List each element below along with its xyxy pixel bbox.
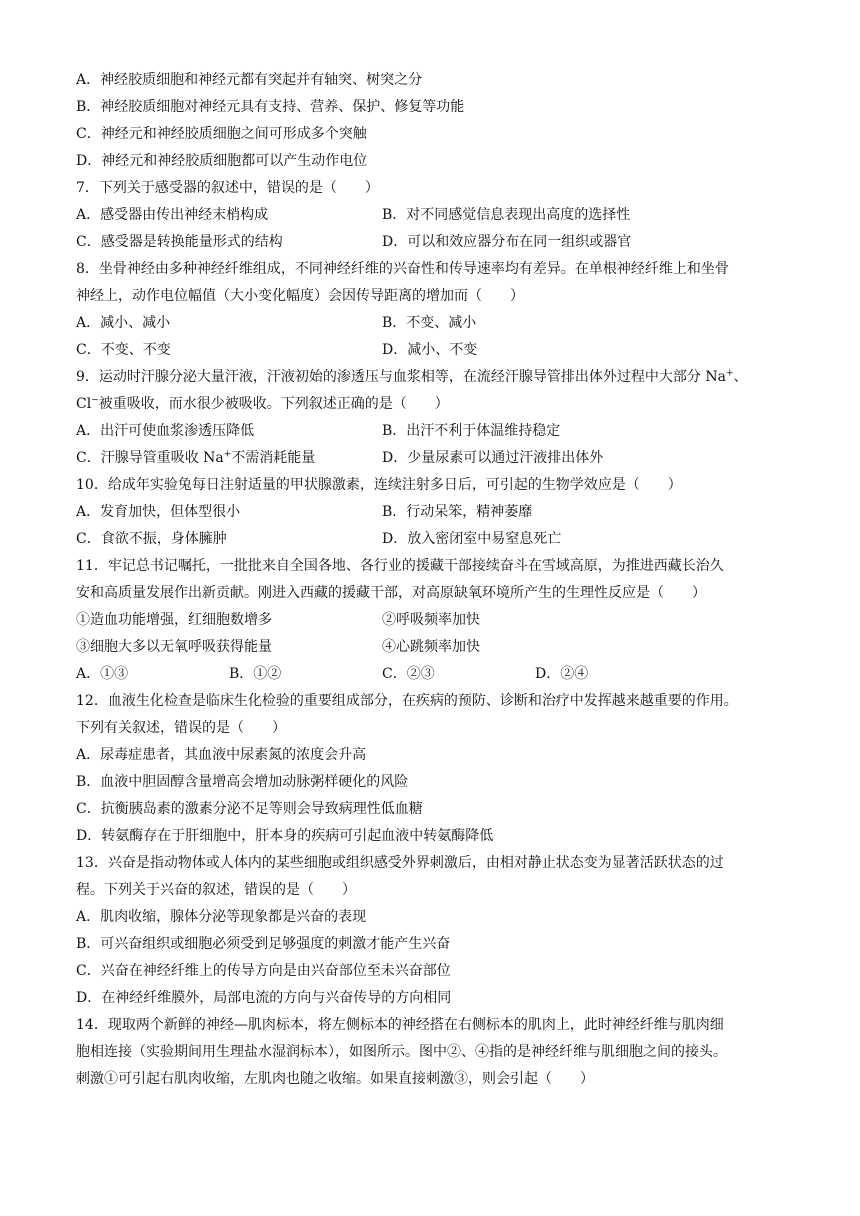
q9-stem-line2	[76, 394, 449, 414]
q13-stem-line1: 13．兴奋是指动物体或人体内的某些细胞或组织感受外界刺激后，由相对静止状态变为显著活跃状态的过	[76, 855, 724, 871]
q6-option-a: A．神经胶质细胞和神经元都有突起并有轴突、树突之分	[76, 72, 423, 88]
q11-option-a: A．①③	[76, 666, 129, 682]
q7-option-c: C．感受器是转换能量形式的结构	[76, 234, 283, 250]
sodium-charge: +	[725, 368, 734, 379]
q10-option-d: D．放入密闭室中易窒息死亡	[382, 531, 562, 547]
q7-option-b: B．对不同感觉信息表现出高度的选择性	[382, 207, 631, 223]
q8-stem-line1: 8．坐骨神经由多种神经纤维组成，不同神经纤维的兴奋性和传导速率均有差异。在单根神经纤维上和坐骨	[76, 261, 729, 277]
q8-option-d: D．减小、不变	[382, 342, 478, 358]
q9-option-d: D．少量尿素可以通过汗液排出体外	[382, 450, 604, 466]
q12-option-b: B．血液中胆固醇含量增高会增加动脉粥样硬化的风险	[76, 774, 409, 790]
q6-option-b: B．神经胶质细胞对神经元具有支持、营养、保护、修复等功能	[76, 99, 465, 115]
q14-stem-line2: 胞相连接（实验期间用生理盐水湿润标本），如图所示。图中②、④指的是神经纤维与肌细胞之间的接头。	[76, 1044, 727, 1060]
q9-stem-text2: 被重吸收，而水很少被吸收。下列叙述正确的是（ ）	[98, 396, 449, 412]
q14-stem-line1: 14．现取两个新鲜的神经—肌肉标本，将左侧标本的神经搭在右侧标本的肌肉上，此时神经纤维与肌肉细	[76, 1017, 724, 1033]
q12-option-d: D．转氨酶存在于肝细胞中，肝本身的疾病可引起血液中转氨酶降低	[76, 828, 494, 844]
q11-item-4: ④心跳频率加快	[382, 639, 480, 655]
q13-option-c: C．兴奋在神经纤维上的传导方向是由兴奋部位至未兴奋部位	[76, 963, 451, 979]
q11-item-1: ①造血功能增强，红细胞数增多	[76, 612, 272, 628]
q10-option-c: C．食欲不振，身体臃肿	[76, 531, 227, 547]
q13-option-b: B．可兴奋组织或细胞必须受到足够强度的刺激才能产生兴奋	[76, 936, 451, 952]
q9-option-c	[76, 448, 315, 468]
q7-option-d: D．可以和效应器分布在同一组织或器官	[382, 234, 632, 250]
q13-option-a: A．肌肉收缩，腺体分泌等现象都是兴奋的表现	[76, 909, 367, 925]
q11-stem-line2: 安和高质量发展作出新贡献。刚进入西藏的援藏干部，对高原缺氧环境所产生的生理性反应是（ ）	[76, 585, 706, 601]
q10-option-b: B．行动呆笨，精神萎靡	[382, 504, 533, 520]
q12-stem-line2: 下列有关叙述，错误的是（ ）	[76, 720, 286, 736]
q9-option-c-text-end: 不需消耗能量	[231, 450, 316, 466]
chloride-charge: −	[91, 395, 99, 406]
q12-option-a: A．尿毒症患者，其血液中尿素氮的浓度会升高	[76, 747, 367, 763]
q11-option-d: D．②④	[535, 666, 589, 682]
q9-stem-text1-end: 、	[733, 369, 748, 385]
q10-option-a: A．发育加快，但体型很小	[76, 504, 241, 520]
q8-stem-line2: 神经上，动作电位幅值（大小变化幅度）会因传导距离的增加而（ ）	[76, 288, 524, 304]
q9-stem-line1	[76, 367, 748, 387]
q6-option-d: D．神经元和神经胶质细胞都可以产生动作电位	[76, 153, 368, 169]
q6-option-c: C．神经元和神经胶质细胞之间可形成多个突触	[76, 126, 367, 142]
chloride-symbol: Cl	[76, 396, 92, 412]
q9-stem-text1: 9．运动时汗腺分泌大量汗液，汗液初始的渗透压与血浆相等，在流经汗腺导管排出体外过程中大部分 Na	[76, 369, 726, 385]
q13-stem-line2: 程。下列关于兴奋的叙述，错误的是（ ）	[76, 882, 356, 898]
q11-item-3: ③细胞大多以无氧呼吸获得能量	[76, 639, 272, 655]
q10-stem: 10．给成年实验兔每日注射适量的甲状腺激素，连续注射多日后，可引起的生物学效应是（ ）	[76, 477, 682, 493]
q7-stem: 7．下列关于感受器的叙述中，错误的是（ ）	[76, 180, 379, 196]
q12-stem-line1: 12．血液生化检查是临床生化检验的重要组成部分，在疾病的预防、诊断和治疗中发挥越来越重要的作用。	[76, 693, 738, 709]
q9-option-b: B．出汗不利于体温维持稳定	[382, 423, 561, 439]
q11-item-2: ②呼吸频率加快	[382, 612, 480, 628]
q8-option-b: B．不变、减小	[382, 315, 477, 331]
sodium-charge-option: +	[223, 449, 232, 460]
q9-option-c-text: C．汗腺导管重吸收 Na	[76, 450, 224, 466]
q9-option-a: A．出汗可使血浆渗透压降低	[76, 423, 255, 439]
q14-stem-line3: 刺激①可引起右肌肉收缩，左肌肉也随之收缩。如果直接刺激③，则会引起（ ）	[76, 1071, 594, 1087]
q11-option-b: B．①②	[229, 666, 282, 682]
q12-option-c: C．抗衡胰岛素的激素分泌不足等则会导致病理性低血糖	[76, 801, 423, 817]
q8-option-a: A．减小、减小	[76, 315, 171, 331]
q11-option-c: C．②③	[382, 666, 435, 682]
q13-option-d: D．在神经纤维膜外，局部电流的方向与兴奋传导的方向相同	[76, 990, 452, 1006]
q11-stem-line1: 11．牢记总书记嘱托，一批批来自全国各地、各行业的援藏干部接续奋斗在雪域高原，为推进西藏长治久	[76, 558, 724, 574]
q8-option-c: C．不变、不变	[76, 342, 171, 358]
q7-option-a: A．感受器由传出神经末梢构成	[76, 207, 269, 223]
